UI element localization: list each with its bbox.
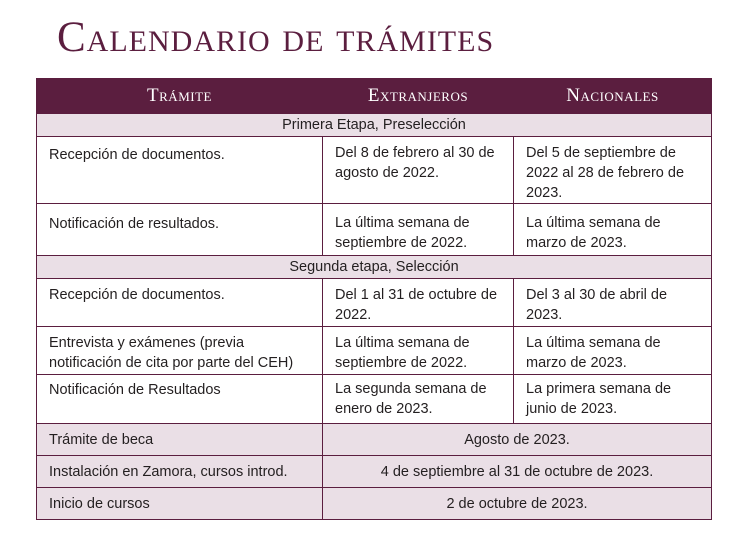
table-row (37, 424, 712, 456)
stage-label: Segunda etapa, Selección (37, 256, 712, 279)
table-row (37, 327, 712, 375)
table-row (37, 279, 712, 327)
header-extranjeros: Extranjeros (323, 79, 514, 114)
tramite-cell: Notificación de resultados. (37, 204, 323, 256)
extranjeros-cell: La segunda semana de enero de 2023. (323, 375, 514, 424)
stage-row (37, 256, 712, 279)
nacionales-cell: Del 3 al 30 de abril de 2023. (514, 279, 712, 327)
extranjeros-cell: La última semana de septiembre de 2022. (323, 327, 514, 375)
header-nacionales: Nacionales (514, 79, 712, 114)
fecha-cell: Agosto de 2023. (323, 424, 712, 456)
table-row (37, 137, 712, 204)
tramite-cell: Recepción de documentos. (37, 279, 323, 327)
tramite-cell: Trámite de beca (37, 424, 323, 456)
table-row (37, 375, 712, 424)
table-row (37, 204, 712, 256)
table-row (37, 456, 712, 488)
fecha-cell: 2 de octubre de 2023. (323, 488, 712, 520)
tramite-cell: Recepción de documentos. (37, 137, 323, 204)
stage-label: Primera Etapa, Preselección (37, 114, 712, 137)
header-row (37, 79, 712, 114)
table-row (37, 488, 712, 520)
header-tramite: Trámite (37, 79, 323, 114)
schedule-table (36, 78, 712, 520)
tramite-cell: Entrevista y exámenes (previa notificación de cita por parte del CEH) (37, 327, 323, 375)
stage-row (37, 114, 712, 137)
extranjeros-cell: Del 8 de febrero al 30 de agosto de 2022. (323, 137, 514, 204)
extranjeros-cell: Del 1 al 31 de octubre de 2022. (323, 279, 514, 327)
nacionales-cell: La primera semana de junio de 2023. (514, 375, 712, 424)
tramite-cell: Instalación en Zamora, cursos introd. (37, 456, 323, 488)
tramite-cell: Notificación de Resultados (37, 375, 323, 424)
page-title: Calendario de trámites (57, 14, 495, 61)
nacionales-cell: Del 5 de septiembre de 2022 al 28 de febrero de 2023. (514, 137, 712, 204)
extranjeros-cell: La última semana de septiembre de 2022. (323, 204, 514, 256)
nacionales-cell: La última semana de marzo de 2023. (514, 204, 712, 256)
fecha-cell: 4 de septiembre al 31 de octubre de 2023. (323, 456, 712, 488)
tramite-cell: Inicio de cursos (37, 488, 323, 520)
nacionales-cell: La última semana de marzo de 2023. (514, 327, 712, 375)
